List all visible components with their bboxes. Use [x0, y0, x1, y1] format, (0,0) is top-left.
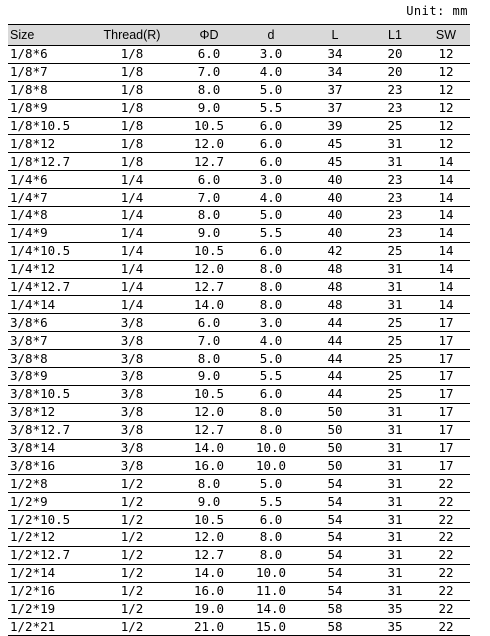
cell-length: 40	[302, 171, 368, 189]
header-outer-diameter: ΦD	[178, 25, 240, 46]
table-row	[8, 296, 470, 314]
cell-size: 1/4*12.7	[8, 278, 86, 296]
cell-thread: 1/4	[86, 207, 178, 225]
cell-wrench-size: 17	[422, 439, 470, 457]
table-row	[8, 224, 470, 242]
cell-outer-diameter: 14.0	[178, 564, 240, 582]
cell-length-l1: 23	[368, 207, 422, 225]
cell-thread: 1/2	[86, 511, 178, 529]
cell-inner-diameter: 6.0	[240, 242, 302, 260]
cell-length-l1: 23	[368, 189, 422, 207]
cell-length-l1: 23	[368, 81, 422, 99]
cell-length-l1: 35	[368, 600, 422, 618]
cell-size: 1/4*10.5	[8, 242, 86, 260]
cell-length-l1: 20	[368, 63, 422, 81]
cell-wrench-size: 14	[422, 242, 470, 260]
cell-inner-diameter: 6.0	[240, 135, 302, 153]
cell-length-l1: 31	[368, 260, 422, 278]
dimension-table	[8, 24, 470, 636]
cell-length: 44	[302, 314, 368, 332]
table-row	[8, 618, 470, 636]
cell-wrench-size: 17	[422, 368, 470, 386]
cell-length-l1: 31	[368, 296, 422, 314]
cell-thread: 1/8	[86, 117, 178, 135]
cell-size: 1/8*9	[8, 99, 86, 117]
cell-outer-diameter: 7.0	[178, 332, 240, 350]
cell-length-l1: 31	[368, 475, 422, 493]
cell-inner-diameter: 5.5	[240, 99, 302, 117]
cell-size: 3/8*10.5	[8, 385, 86, 403]
cell-wrench-size: 17	[422, 421, 470, 439]
cell-size: 1/4*12	[8, 260, 86, 278]
cell-wrench-size: 22	[422, 582, 470, 600]
cell-outer-diameter: 8.0	[178, 475, 240, 493]
cell-outer-diameter: 12.7	[178, 278, 240, 296]
cell-inner-diameter: 8.0	[240, 403, 302, 421]
cell-thread: 1/2	[86, 493, 178, 511]
cell-outer-diameter: 6.0	[178, 46, 240, 64]
cell-size: 1/4*7	[8, 189, 86, 207]
cell-length: 50	[302, 439, 368, 457]
cell-length: 48	[302, 260, 368, 278]
cell-length: 44	[302, 332, 368, 350]
cell-thread: 1/4	[86, 296, 178, 314]
table-row	[8, 332, 470, 350]
cell-thread: 1/8	[86, 81, 178, 99]
table-row	[8, 564, 470, 582]
cell-size: 1/8*12.7	[8, 153, 86, 171]
cell-thread: 1/8	[86, 153, 178, 171]
cell-inner-diameter: 11.0	[240, 582, 302, 600]
cell-size: 1/2*21	[8, 618, 86, 636]
cell-size: 3/8*16	[8, 457, 86, 475]
cell-thread: 1/2	[86, 600, 178, 618]
table-row	[8, 546, 470, 564]
table-row	[8, 314, 470, 332]
cell-length-l1: 31	[368, 278, 422, 296]
table-row	[8, 242, 470, 260]
table-row	[8, 153, 470, 171]
cell-length-l1: 25	[368, 314, 422, 332]
cell-size: 3/8*14	[8, 439, 86, 457]
cell-thread: 1/8	[86, 99, 178, 117]
cell-length: 44	[302, 385, 368, 403]
cell-length: 34	[302, 46, 368, 64]
table-body	[8, 46, 470, 636]
cell-wrench-size: 17	[422, 332, 470, 350]
cell-size: 1/2*8	[8, 475, 86, 493]
cell-inner-diameter: 6.0	[240, 511, 302, 529]
cell-length-l1: 23	[368, 171, 422, 189]
cell-size: 1/2*12.7	[8, 546, 86, 564]
cell-wrench-size: 22	[422, 493, 470, 511]
table-row	[8, 368, 470, 386]
cell-thread: 1/2	[86, 475, 178, 493]
cell-length-l1: 31	[368, 153, 422, 171]
cell-length: 48	[302, 278, 368, 296]
cell-thread: 3/8	[86, 350, 178, 368]
cell-thread: 3/8	[86, 403, 178, 421]
cell-size: 1/2*12	[8, 529, 86, 547]
cell-inner-diameter: 5.0	[240, 350, 302, 368]
cell-thread: 1/4	[86, 260, 178, 278]
cell-wrench-size: 22	[422, 618, 470, 636]
cell-size: 1/8*6	[8, 46, 86, 64]
cell-length-l1: 31	[368, 546, 422, 564]
table-row	[8, 135, 470, 153]
cell-size: 1/2*10.5	[8, 511, 86, 529]
header-wrench-size: SW	[422, 25, 470, 46]
cell-wrench-size: 14	[422, 278, 470, 296]
cell-length: 54	[302, 564, 368, 582]
cell-size: 1/8*7	[8, 63, 86, 81]
table-row	[8, 403, 470, 421]
cell-length-l1: 31	[368, 511, 422, 529]
table-row	[8, 260, 470, 278]
cell-length-l1: 31	[368, 564, 422, 582]
cell-length-l1: 31	[368, 493, 422, 511]
cell-length: 54	[302, 475, 368, 493]
cell-length-l1: 25	[368, 368, 422, 386]
table-row	[8, 81, 470, 99]
cell-inner-diameter: 8.0	[240, 529, 302, 547]
cell-thread: 1/4	[86, 189, 178, 207]
cell-outer-diameter: 6.0	[178, 171, 240, 189]
cell-wrench-size: 22	[422, 475, 470, 493]
cell-thread: 3/8	[86, 314, 178, 332]
cell-wrench-size: 14	[422, 153, 470, 171]
cell-wrench-size: 12	[422, 135, 470, 153]
cell-wrench-size: 17	[422, 385, 470, 403]
cell-outer-diameter: 10.5	[178, 385, 240, 403]
cell-length: 58	[302, 600, 368, 618]
cell-thread: 1/8	[86, 135, 178, 153]
table-row	[8, 99, 470, 117]
cell-length-l1: 31	[368, 439, 422, 457]
cell-inner-diameter: 3.0	[240, 46, 302, 64]
cell-length: 34	[302, 63, 368, 81]
header-thread: Thread(R)	[86, 25, 178, 46]
cell-length-l1: 23	[368, 224, 422, 242]
cell-thread: 3/8	[86, 457, 178, 475]
cell-inner-diameter: 10.0	[240, 457, 302, 475]
cell-length: 37	[302, 81, 368, 99]
cell-length: 44	[302, 368, 368, 386]
cell-inner-diameter: 5.5	[240, 224, 302, 242]
cell-wrench-size: 14	[422, 189, 470, 207]
cell-length: 54	[302, 529, 368, 547]
cell-inner-diameter: 8.0	[240, 421, 302, 439]
cell-size: 3/8*12.7	[8, 421, 86, 439]
table-row	[8, 350, 470, 368]
cell-outer-diameter: 10.5	[178, 511, 240, 529]
cell-thread: 1/8	[86, 46, 178, 64]
cell-length-l1: 25	[368, 350, 422, 368]
cell-outer-diameter: 7.0	[178, 189, 240, 207]
cell-size: 1/4*6	[8, 171, 86, 189]
cell-length: 50	[302, 457, 368, 475]
cell-wrench-size: 22	[422, 529, 470, 547]
cell-length: 58	[302, 618, 368, 636]
cell-inner-diameter: 4.0	[240, 63, 302, 81]
cell-wrench-size: 22	[422, 546, 470, 564]
cell-thread: 1/4	[86, 242, 178, 260]
cell-inner-diameter: 10.0	[240, 439, 302, 457]
cell-thread: 1/2	[86, 618, 178, 636]
cell-outer-diameter: 12.0	[178, 403, 240, 421]
cell-size: 1/2*19	[8, 600, 86, 618]
cell-inner-diameter: 8.0	[240, 278, 302, 296]
cell-outer-diameter: 12.7	[178, 421, 240, 439]
cell-length: 44	[302, 350, 368, 368]
cell-outer-diameter: 14.0	[178, 296, 240, 314]
cell-length-l1: 35	[368, 618, 422, 636]
cell-thread: 3/8	[86, 368, 178, 386]
cell-length: 40	[302, 189, 368, 207]
cell-thread: 3/8	[86, 439, 178, 457]
cell-size: 1/2*16	[8, 582, 86, 600]
cell-outer-diameter: 10.5	[178, 242, 240, 260]
cell-wrench-size: 22	[422, 564, 470, 582]
cell-wrench-size: 14	[422, 296, 470, 314]
cell-outer-diameter: 7.0	[178, 63, 240, 81]
table-row	[8, 439, 470, 457]
cell-inner-diameter: 10.0	[240, 564, 302, 582]
table-header-row	[8, 25, 470, 46]
table-row	[8, 529, 470, 547]
cell-inner-diameter: 6.0	[240, 117, 302, 135]
cell-length-l1: 25	[368, 242, 422, 260]
table-row	[8, 511, 470, 529]
table-row	[8, 475, 470, 493]
cell-inner-diameter: 8.0	[240, 546, 302, 564]
cell-length: 48	[302, 296, 368, 314]
cell-length: 50	[302, 403, 368, 421]
cell-inner-diameter: 4.0	[240, 189, 302, 207]
cell-length-l1: 25	[368, 332, 422, 350]
cell-length-l1: 25	[368, 385, 422, 403]
cell-size: 3/8*12	[8, 403, 86, 421]
cell-thread: 1/2	[86, 564, 178, 582]
cell-size: 1/8*8	[8, 81, 86, 99]
cell-inner-diameter: 6.0	[240, 385, 302, 403]
header-length: L	[302, 25, 368, 46]
cell-size: 3/8*8	[8, 350, 86, 368]
cell-wrench-size: 12	[422, 117, 470, 135]
cell-wrench-size: 22	[422, 511, 470, 529]
cell-inner-diameter: 3.0	[240, 171, 302, 189]
cell-size: 1/2*9	[8, 493, 86, 511]
cell-wrench-size: 22	[422, 600, 470, 618]
cell-inner-diameter: 15.0	[240, 618, 302, 636]
cell-outer-diameter: 21.0	[178, 618, 240, 636]
cell-thread: 1/2	[86, 546, 178, 564]
cell-outer-diameter: 12.0	[178, 260, 240, 278]
cell-inner-diameter: 5.0	[240, 475, 302, 493]
table-row	[8, 421, 470, 439]
cell-outer-diameter: 8.0	[178, 81, 240, 99]
cell-length: 50	[302, 421, 368, 439]
cell-inner-diameter: 5.5	[240, 368, 302, 386]
cell-size: 1/2*14	[8, 564, 86, 582]
table-row	[8, 493, 470, 511]
cell-thread: 1/4	[86, 278, 178, 296]
cell-outer-diameter: 12.7	[178, 153, 240, 171]
cell-inner-diameter: 14.0	[240, 600, 302, 618]
cell-thread: 1/2	[86, 582, 178, 600]
cell-outer-diameter: 16.0	[178, 457, 240, 475]
cell-inner-diameter: 5.0	[240, 81, 302, 99]
cell-length-l1: 31	[368, 529, 422, 547]
cell-outer-diameter: 14.0	[178, 439, 240, 457]
table-row	[8, 171, 470, 189]
unit-label: Unit: mm	[406, 4, 468, 18]
cell-inner-diameter: 8.0	[240, 260, 302, 278]
cell-length: 39	[302, 117, 368, 135]
header-size: Size	[8, 25, 86, 46]
table-row	[8, 278, 470, 296]
cell-length: 54	[302, 511, 368, 529]
table-row	[8, 600, 470, 618]
cell-inner-diameter: 3.0	[240, 314, 302, 332]
cell-length-l1: 25	[368, 117, 422, 135]
cell-wrench-size: 12	[422, 99, 470, 117]
cell-thread: 1/8	[86, 63, 178, 81]
cell-length: 37	[302, 99, 368, 117]
cell-length-l1: 31	[368, 403, 422, 421]
cell-thread: 3/8	[86, 332, 178, 350]
cell-length: 54	[302, 582, 368, 600]
cell-inner-diameter: 6.0	[240, 153, 302, 171]
table-row	[8, 46, 470, 64]
cell-thread: 1/4	[86, 224, 178, 242]
cell-length: 54	[302, 493, 368, 511]
cell-thread: 1/2	[86, 529, 178, 547]
cell-outer-diameter: 8.0	[178, 350, 240, 368]
table-row	[8, 117, 470, 135]
cell-size: 1/4*8	[8, 207, 86, 225]
cell-outer-diameter: 12.0	[178, 135, 240, 153]
cell-thread: 1/4	[86, 171, 178, 189]
header-inner-diameter: d	[240, 25, 302, 46]
cell-wrench-size: 12	[422, 46, 470, 64]
cell-wrench-size: 17	[422, 350, 470, 368]
cell-thread: 3/8	[86, 421, 178, 439]
cell-size: 1/8*10.5	[8, 117, 86, 135]
cell-wrench-size: 17	[422, 403, 470, 421]
cell-outer-diameter: 12.7	[178, 546, 240, 564]
cell-length: 40	[302, 224, 368, 242]
cell-size: 1/4*14	[8, 296, 86, 314]
cell-inner-diameter: 5.0	[240, 207, 302, 225]
header-length-l1: L1	[368, 25, 422, 46]
table-row	[8, 385, 470, 403]
cell-wrench-size: 17	[422, 314, 470, 332]
cell-outer-diameter: 6.0	[178, 314, 240, 332]
cell-wrench-size: 12	[422, 81, 470, 99]
cell-outer-diameter: 9.0	[178, 99, 240, 117]
cell-length: 42	[302, 242, 368, 260]
cell-length: 54	[302, 546, 368, 564]
cell-length-l1: 31	[368, 457, 422, 475]
cell-wrench-size: 14	[422, 260, 470, 278]
cell-wrench-size: 14	[422, 207, 470, 225]
cell-size: 3/8*6	[8, 314, 86, 332]
cell-thread: 3/8	[86, 385, 178, 403]
cell-wrench-size: 14	[422, 224, 470, 242]
table-row	[8, 582, 470, 600]
table-row	[8, 457, 470, 475]
cell-outer-diameter: 9.0	[178, 493, 240, 511]
cell-outer-diameter: 9.0	[178, 224, 240, 242]
cell-length: 45	[302, 135, 368, 153]
cell-wrench-size: 12	[422, 63, 470, 81]
cell-inner-diameter: 4.0	[240, 332, 302, 350]
cell-length-l1: 23	[368, 99, 422, 117]
cell-inner-diameter: 5.5	[240, 493, 302, 511]
cell-size: 1/4*9	[8, 224, 86, 242]
cell-inner-diameter: 8.0	[240, 296, 302, 314]
cell-outer-diameter: 12.0	[178, 529, 240, 547]
cell-length-l1: 31	[368, 421, 422, 439]
table-row	[8, 207, 470, 225]
cell-length: 40	[302, 207, 368, 225]
cell-outer-diameter: 10.5	[178, 117, 240, 135]
cell-size: 3/8*9	[8, 368, 86, 386]
cell-wrench-size: 17	[422, 457, 470, 475]
table-row	[8, 189, 470, 207]
cell-outer-diameter: 9.0	[178, 368, 240, 386]
table-row	[8, 63, 470, 81]
cell-length-l1: 20	[368, 46, 422, 64]
cell-length-l1: 31	[368, 582, 422, 600]
cell-outer-diameter: 19.0	[178, 600, 240, 618]
cell-length: 45	[302, 153, 368, 171]
cell-length-l1: 31	[368, 135, 422, 153]
cell-outer-diameter: 16.0	[178, 582, 240, 600]
cell-outer-diameter: 8.0	[178, 207, 240, 225]
cell-size: 1/8*12	[8, 135, 86, 153]
cell-wrench-size: 14	[422, 171, 470, 189]
cell-size: 3/8*7	[8, 332, 86, 350]
